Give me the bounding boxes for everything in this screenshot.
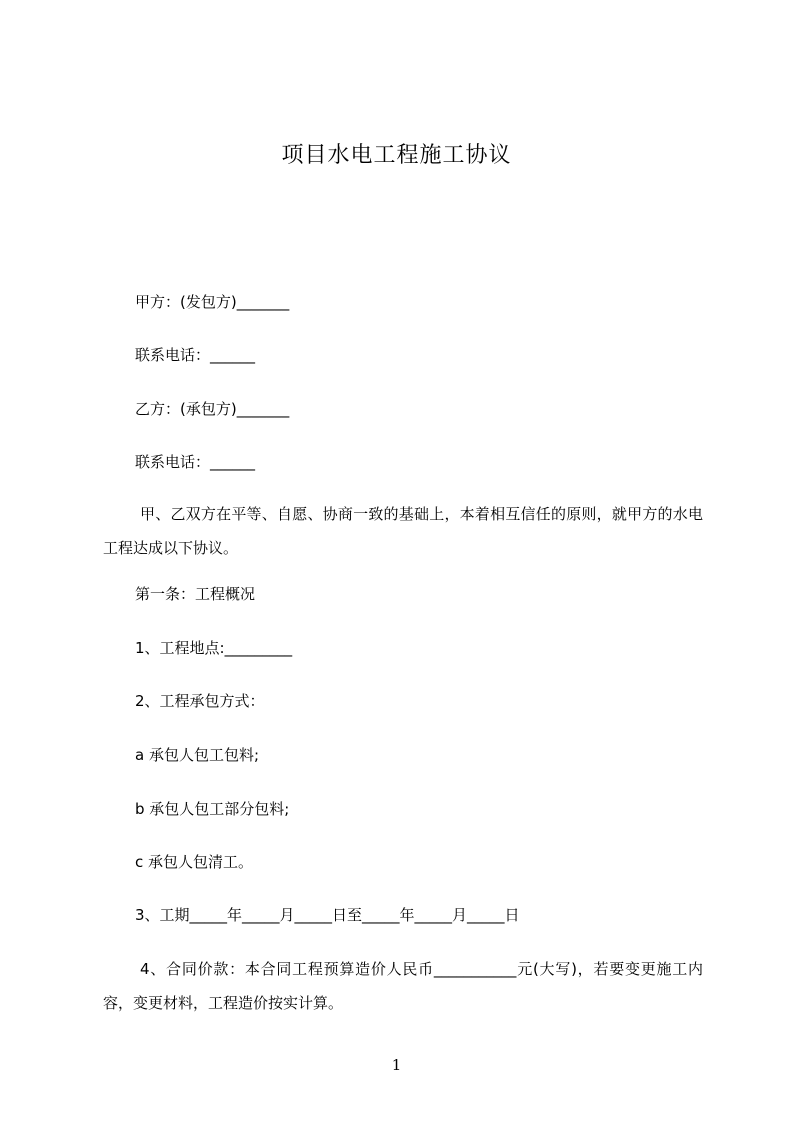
party-a-phone-line: 联系电话：______ — [135, 346, 256, 364]
item-4-contract-price: 4、合同价款：本合同工程预算造价人民币___________元(大写)，若要变更施工内容，变更材料，工程造价按实计算。 — [103, 960, 703, 1012]
item-2-contract-mode: 2、工程承包方式： — [135, 692, 265, 710]
item-3-duration: 3、工期_____年_____月_____日至_____年_____月_____日 — [135, 906, 520, 924]
preamble-paragraph: 甲、乙双方在平等、自愿、协商一致的基础上，本着相互信任的原则，就甲方的水电工程达成以下协议。 — [103, 505, 703, 557]
party-b-phone-line: 联系电话：______ — [135, 453, 256, 471]
page-number: 1 — [391, 1056, 402, 1074]
party-a-line: 甲方：(发包方)_______ — [135, 293, 290, 311]
party-b-line: 乙方：(承包方)_______ — [135, 400, 290, 418]
article1-heading: 第一条：工程概况 — [135, 585, 256, 603]
item-2c-option: c 承包人包清工。 — [135, 853, 254, 871]
document-title: 项目水电工程施工协议 — [281, 143, 512, 168]
item-1-location: 1、工程地点:_________ — [135, 639, 293, 657]
item-2b-option: b 承包人包工部分包料; — [135, 800, 290, 818]
item-2a-option: a 承包人包工包料; — [135, 746, 260, 764]
